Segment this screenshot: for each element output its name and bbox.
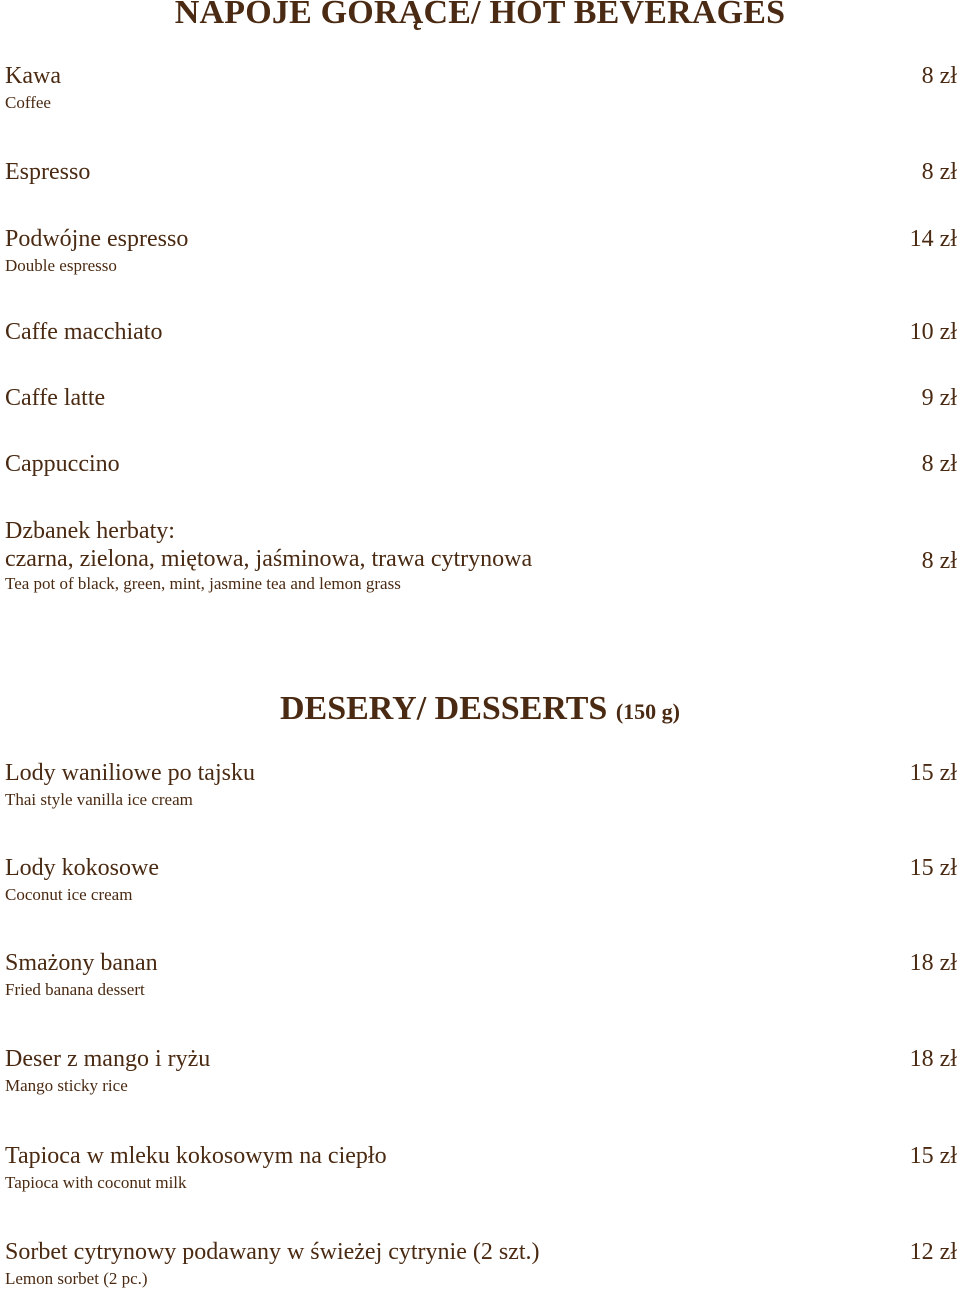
item-name: Espresso <box>5 159 91 185</box>
menu-item-caffe-macchiato <box>5 318 957 346</box>
item-price: 18 zł <box>909 1046 957 1072</box>
item-price: 10 zł <box>909 319 957 345</box>
item-name: Tapioca w mleku kokosowym na ciepło <box>5 1143 387 1169</box>
item-name: Dzbanek herbaty: <box>5 518 175 544</box>
item-name: Podwójne espresso <box>5 226 189 252</box>
item-price: 15 zł <box>909 1143 957 1169</box>
item-price: 9 zł <box>921 385 957 411</box>
item-subtitle: Coconut ice cream <box>5 885 133 904</box>
menu-item-espresso <box>5 158 957 186</box>
item-price: 8 zł <box>921 548 957 574</box>
item-subtitle: Fried banana dessert <box>5 980 145 999</box>
item-subtitle: Mango sticky rice <box>5 1076 128 1095</box>
item-price: 18 zł <box>909 950 957 976</box>
item-name: Lody kokosowe <box>5 855 159 881</box>
menu-item-kawa <box>5 62 957 114</box>
menu-item-lemon-sorbet <box>5 1238 957 1290</box>
item-price: 14 zł <box>909 226 957 252</box>
menu-item-coconut-ice-cream <box>5 854 957 906</box>
item-name: Smażony banan <box>5 950 158 976</box>
item-price: 15 zł <box>909 855 957 881</box>
item-price: 8 zł <box>921 159 957 185</box>
item-name: Kawa <box>5 63 61 89</box>
section-title-note: (150 g) <box>615 699 680 724</box>
menu-item-cappuccino <box>5 450 957 478</box>
item-subtitle: Lemon sorbet (2 pc.) <box>5 1269 148 1288</box>
menu-item-double-espresso <box>5 225 957 277</box>
menu-item-tapioca <box>5 1142 957 1194</box>
menu-item-fried-banana <box>5 949 957 1001</box>
item-subtitle: Double espresso <box>5 256 117 275</box>
item-name: Caffe latte <box>5 385 106 411</box>
item-price: 12 zł <box>909 1239 957 1265</box>
menu-item-caffe-latte <box>5 384 957 412</box>
item-name-line2: czarna, zielona, miętowa, jaśminowa, trawa cytrynowa <box>5 546 533 572</box>
item-price: 15 zł <box>909 760 957 786</box>
item-price: 8 zł <box>921 451 957 477</box>
section-title-text: DESERY/ DESSERTS <box>279 690 608 727</box>
item-price: 8 zł <box>921 63 957 89</box>
item-name: Caffe macchiato <box>5 319 163 345</box>
item-subtitle: Thai style vanilla ice cream <box>5 790 193 809</box>
section-title-hot-beverages: NAPOJE GORĄCE/ HOT BEVERAGES <box>174 0 786 31</box>
item-subtitle: Tapioca with coconut milk <box>5 1173 187 1192</box>
item-subtitle: Coffee <box>5 93 51 112</box>
item-name: Cappuccino <box>5 451 120 477</box>
section-title-desserts <box>0 690 960 728</box>
menu-item-tea-pot <box>5 517 957 595</box>
item-subtitle: Tea pot of black, green, mint, jasmine tea and lemon grass <box>5 574 401 593</box>
menu-item-thai-vanilla-ice-cream <box>5 759 957 811</box>
item-name: Lody waniliowe po tajsku <box>5 760 255 786</box>
item-name: Deser z mango i ryżu <box>5 1046 211 1072</box>
menu-item-mango-sticky-rice <box>5 1045 957 1097</box>
item-name: Sorbet cytrynowy podawany w świeżej cytrynie (2 szt.) <box>5 1239 540 1265</box>
